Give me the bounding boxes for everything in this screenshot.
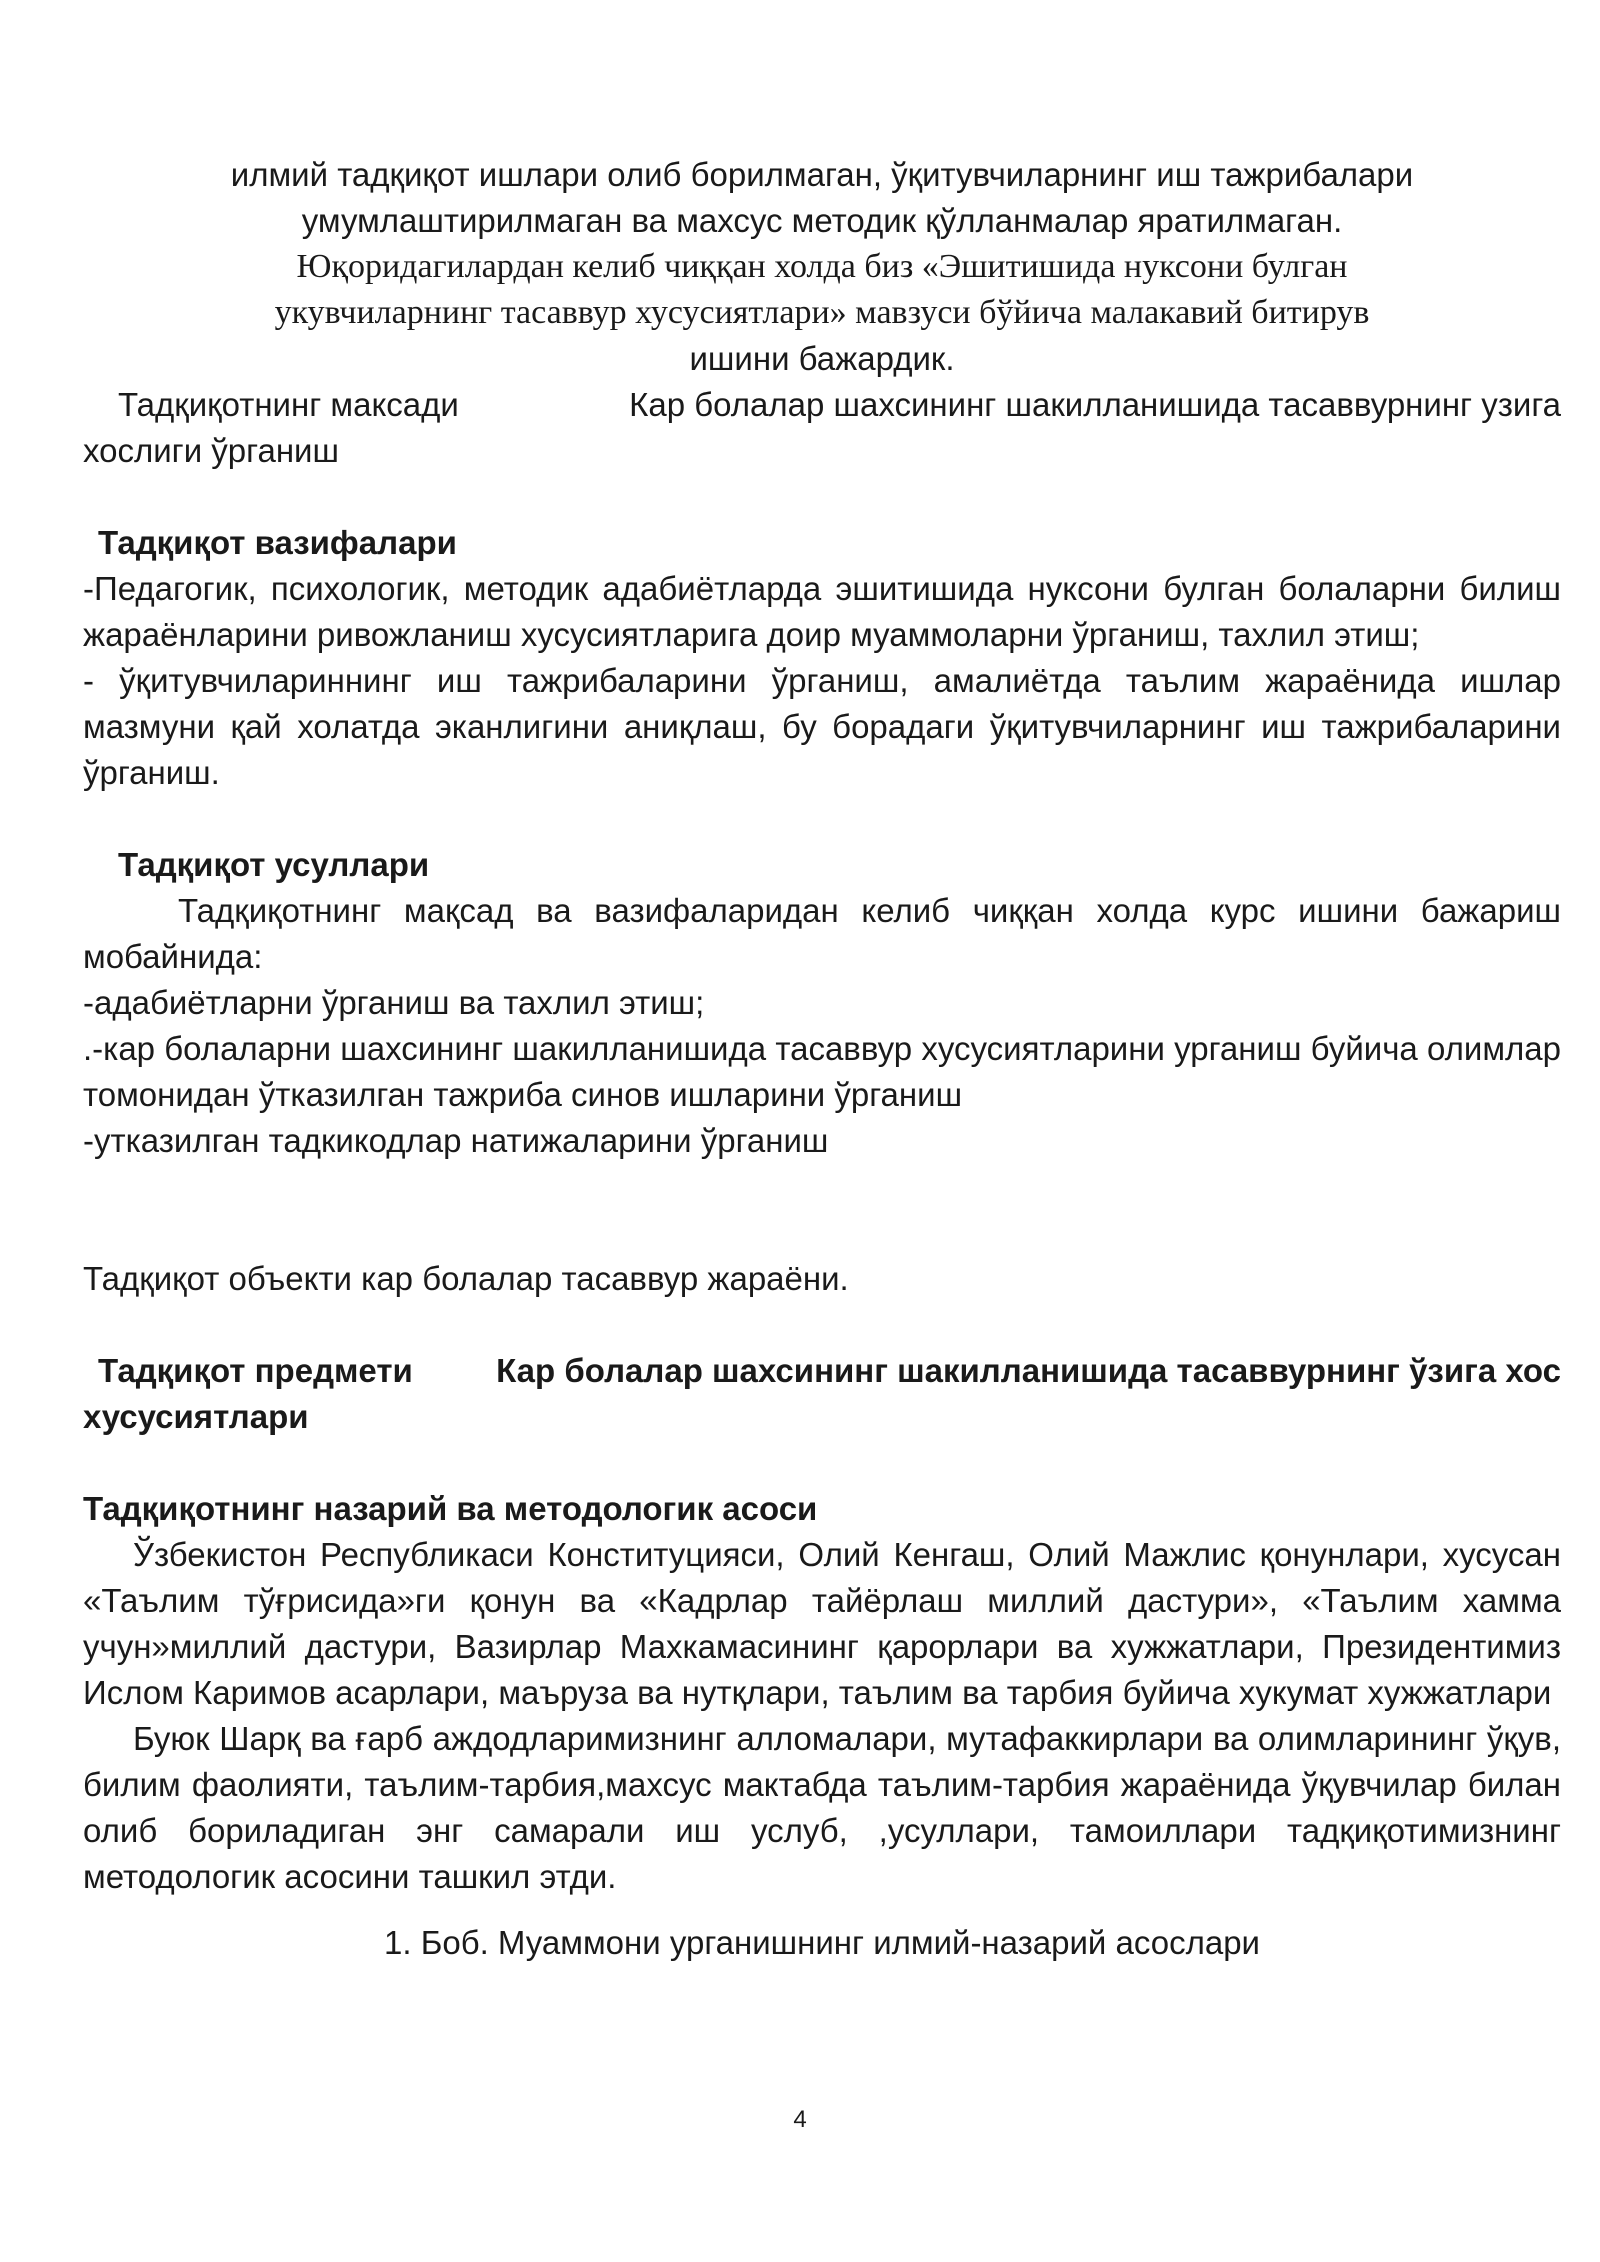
subject-row xyxy=(83,1348,1561,1394)
goal-row xyxy=(83,382,1561,428)
subject-continuation: хусусиятлари xyxy=(83,1398,309,1435)
goal-continuation: хослиги ўрганиш xyxy=(83,432,339,469)
methods-item-3: -утказилган тадкикодлар натижаларини ўрганиш xyxy=(83,1122,829,1159)
object-text: Тадқиқот объекти кар болалар тасаввур жараёни. xyxy=(83,1260,849,1297)
basis-heading: Тадқиқотнинг назарий ва методологик асоси xyxy=(83,1490,818,1527)
methods-intro: Тадқиқотнинг мақсад ва вазифаларидан келиб чиққан холда курс ишини бажариш мобайнида: xyxy=(83,892,1561,975)
intro-line-1: илмий тадқиқот ишлари олиб борилмаган, ўқитувчиларнинг иш тажрибалари xyxy=(230,156,1414,193)
tasks-item-2: - ўқитувчилариннинг иш тажрибаларини ўрганиш, амалиётда таълим жараёнида ишлар мазмуни қай холатда эканлигини аниқлаш, бу борадаги ўқитувчиларнинг иш тажрибаларини ўрганиш. xyxy=(83,662,1561,791)
goal-label: Тадқиқотнинг максади xyxy=(118,386,459,423)
methods-heading: Тадқиқот усуллари xyxy=(118,846,430,883)
subject-text: Кар болалар шахсининг шакилланишида тасаввурнинг ўзига хос xyxy=(496,1352,1561,1389)
tasks-item-1: -Педагогик, психологик, методик адабиётларда эшитишида нуксони булган болаларни билиш жараёнларини ривожланиш хусусиятларига доир муаммоларни ўрганиш, тахлил этиш; xyxy=(83,570,1561,653)
intro-line-5: ишини бажардик. xyxy=(689,340,955,377)
tasks-heading: Тадқиқот вазифалари xyxy=(98,524,457,561)
document-page xyxy=(83,152,1561,1966)
goal-text: Кар болалар шахсининг шакилланишида тасаввурнинг узига xyxy=(629,386,1561,423)
intro-line-4: укувчиларнинг тасаввур хусусиятлари» мавзуси бўйича малакавий битирув xyxy=(274,294,1370,331)
intro-line-3: Юқоридагилардан келиб чиққан холда биз «Эшитишида нуксони булган xyxy=(296,248,1348,285)
subject-label: Тадқиқот предмети xyxy=(98,1352,413,1389)
basis-paragraph-2: Буюк Шарқ ва ғарб аждодларимизнинг алломалари, мутафаккирлари ва олимларининг ўқув, билим фаолияти, таълим-тарбия,махсус мактабда таълим-тарбия жараёнида ўқувчилар билан олиб бориладиган энг самарали иш услуб, ,усуллари, тамоиллари тадқиқотимизнинг методологик асосини ташкил этди. xyxy=(83,1720,1561,1895)
methods-item-1: -адабиётларни ўрганиш ва тахлил этиш; xyxy=(83,984,705,1021)
methods-item-2: .-кар болаларни шахсининг шакилланишида тасаввур хусусиятларини урганиш буйича олимлар томонидан ўтказилган тажриба синов ишларини ўрганиш xyxy=(83,1030,1561,1113)
chapter-title: 1. Боб. Муаммони урганишнинг илмий-назарий асослари xyxy=(384,1924,1260,1961)
intro-line-2: умумлаштирилмаган ва махсус методик қўлланмалар яратилмаган. xyxy=(301,202,1343,239)
basis-paragraph-1: Ўзбекистон Республикаси Конституцияси, Олий Кенгаш, Олий Мажлис қонунлари, хусусан «Таълим тўғрисида»ги қонун ва «Кадрлар тайёрлаш миллий дастури», «Таълим хамма учун»миллий дастури, Вазирлар Махкамасининг қарорлари ва хужжатлари, Президентимиз Ислом Каримов асарлари, маърузa ва нутқлари, таълим ва тарбия буйича хукумат хужжатлари xyxy=(83,1536,1561,1711)
page-number: 4 xyxy=(793,2106,807,2133)
